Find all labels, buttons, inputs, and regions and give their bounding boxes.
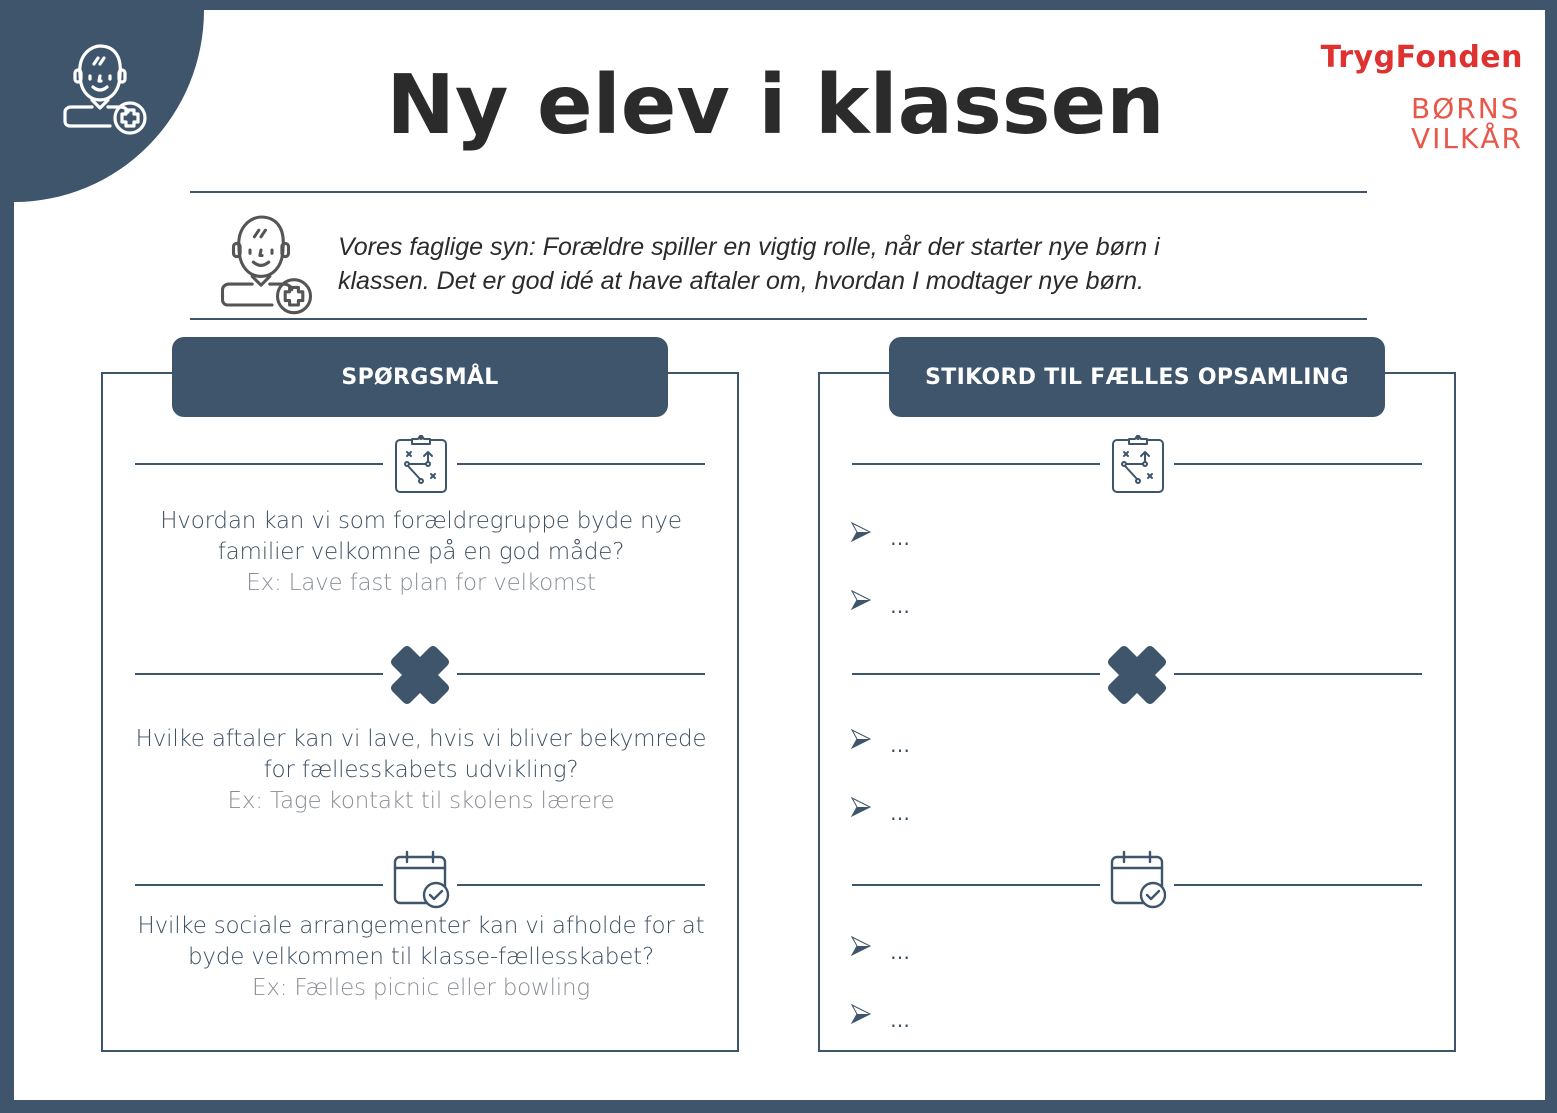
section-divider [135,673,383,675]
section-divider [457,884,705,886]
section-divider [457,463,705,465]
note-bullet[interactable]: … [850,582,912,618]
section-divider [1174,463,1422,465]
intro-bottom-rule [190,318,1367,320]
worksheet [14,10,1545,1100]
questions-panel-header: SPØRGSMÅL [172,337,668,417]
arrowhead-bullet-icon [850,1003,872,1025]
question-3-example: Ex: Fælles picnic eller bowling [252,975,590,1001]
question-1-example: Ex: Lave fast plan for velkomst [246,570,596,596]
arrowhead-bullet-icon [850,728,872,750]
arrowhead-bullet-icon [850,589,872,611]
arrowhead-bullet-icon [850,521,872,543]
calendar-check-icon [390,848,452,910]
clipboard-strategy-icon [390,434,452,496]
question-2-example: Ex: Tage kontakt til skolens lærere [227,788,615,814]
arrowhead-bullet-icon [850,796,872,818]
section-divider [1174,673,1422,675]
question-2: Hvilke aftaler kan vi lave, hvis vi bliver bekymrede for fællesskabets udvikling? Ex: Tage kontakt til skolens lærere [121,724,721,817]
new-student-icon [206,205,316,317]
note-bullet[interactable]: … [850,789,912,825]
trygfonden-logo: TrygFonden [1320,40,1523,75]
question-3: Hvilke sociale arrangementer kan vi afholde for at byde velkommen til klasse-fællesskabet? Ex: Fælles picnic eller bowling [121,911,721,1004]
section-divider [135,884,383,886]
notes-panel-header: STIKORD TIL FÆLLES OPSAMLING [889,337,1385,417]
note-bullet[interactable]: … [850,996,912,1032]
clipboard-strategy-icon [1107,434,1169,496]
page-title: Ny elev i klassen [386,58,1165,153]
note-bullet[interactable]: … [850,928,912,964]
section-divider [852,463,1100,465]
section-divider [852,884,1100,886]
section-divider [135,463,383,465]
section-divider [852,673,1100,675]
arrowhead-bullet-icon [850,935,872,957]
note-bullet[interactable]: … [850,721,912,757]
borns-vilkar-logo: BØRNS VILKÅR [1411,92,1523,155]
section-divider [457,673,705,675]
calendar-check-icon [1107,848,1169,910]
intro-top-rule [190,191,1367,193]
section-divider [1174,884,1422,886]
question-1: Hvordan kan vi som forældregruppe byde nye familier velkomne på en god måde? Ex: Lave fast plan for velkomst [121,506,721,599]
x-cross-icon [1106,644,1168,706]
intro-statement: Vores faglige syn: Forældre spiller en vigtig rolle, når der starter nye børn i klassen. Det er god idé at have aftaler om, hvordan I modtager nye børn. [338,233,1160,295]
x-cross-icon [389,644,451,706]
note-bullet[interactable]: … [850,514,912,550]
